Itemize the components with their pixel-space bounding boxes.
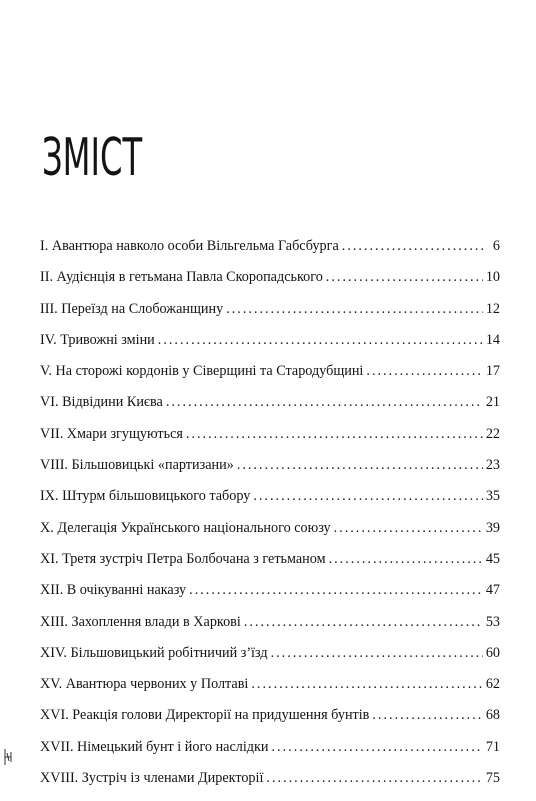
toc-entry: [40, 676, 500, 707]
toc-entry-page-number: 45: [485, 550, 500, 567]
toc-entry-page-number: 53: [485, 613, 500, 630]
toc-entry-title: І. Авантюра навколо особи Вільгельма Габсбурга: [40, 238, 339, 254]
toc-dot-leader: [326, 269, 483, 286]
toc-entry: [40, 238, 500, 269]
toc-dot-leader: [244, 614, 483, 631]
table-of-contents: [40, 238, 500, 801]
toc-entry-title: VІ. Відвідини Києва: [40, 394, 163, 411]
toc-dot-leader: [237, 457, 483, 474]
toc-entry-title: ХVІІІ. Зустріч із членами Директорії: [40, 770, 264, 787]
toc-entry-page-number: 6: [492, 238, 500, 254]
page-title: ЗМІСТ: [42, 128, 143, 188]
toc-dot-leader: [158, 332, 483, 349]
toc-entry: [40, 363, 500, 394]
toc-entry-page-number: 35: [485, 488, 500, 505]
toc-entry-title: VІІІ. Більшовицькі «партизани»: [40, 457, 234, 474]
margin-mark-icon: [2, 748, 14, 766]
toc-entry-page-number: 68: [485, 707, 500, 724]
toc-entry-title: ІХ. Штурм більшовицького табору: [40, 488, 251, 505]
toc-entry-title: ХІV. Більшовицький робітничий з’їзд: [40, 644, 268, 661]
toc-entry-title: ХV. Авантюра червоних у Полтаві: [40, 676, 249, 693]
toc-entry-title: ХVІІ. Німецький бунт і його наслідки: [40, 738, 269, 755]
toc-dot-leader: [253, 488, 482, 505]
toc-dot-leader: [166, 394, 483, 411]
toc-entry-title: ІV. Тривожні зміни: [40, 331, 155, 348]
toc-dot-leader: [372, 707, 482, 724]
toc-entry-page-number: 10: [485, 269, 500, 286]
toc-entry-page-number: 14: [485, 331, 500, 348]
toc-entry-page-number: 21: [485, 394, 500, 411]
toc-entry-title: Х. Делегація Українського національного союзу: [40, 519, 331, 536]
toc-dot-leader: [329, 551, 483, 568]
toc-entry-title: ХІІ. В очікуванні наказу: [40, 582, 187, 599]
toc-entry: [40, 426, 500, 457]
toc-dot-leader: [189, 582, 483, 599]
toc-entry-page-number: 17: [485, 363, 500, 380]
toc-entry: [40, 614, 500, 645]
toc-entry: [40, 488, 500, 519]
toc-entry-page-number: 60: [485, 644, 500, 661]
toc-entry-title: ІІ. Аудієнція в гетьмана Павла Скоропадського: [40, 269, 323, 286]
toc-entry-page-number: 71: [485, 738, 500, 755]
toc-entry-title: VІІ. Хмари згущуються: [40, 425, 183, 442]
toc-dot-leader: [272, 739, 483, 756]
toc-entry: [40, 582, 500, 613]
toc-entry-page-number: 23: [485, 457, 500, 474]
toc-dot-leader: [186, 426, 483, 443]
toc-entry-page-number: 75: [485, 770, 500, 787]
toc-entry-page-number: 22: [485, 425, 500, 442]
toc-entry-title: ХVІ. Реакція голови Директорії на придушення бунтів: [40, 707, 370, 724]
toc-entry: [40, 301, 500, 332]
toc-entry: [40, 645, 500, 676]
toc-entry-page-number: 62: [485, 676, 500, 693]
toc-entry: [40, 770, 500, 801]
toc-dot-leader: [251, 676, 482, 693]
toc-entry: [40, 520, 500, 551]
toc-entry-title: ХІ. Третя зустріч Петра Болбочана з гетьманом: [40, 550, 326, 567]
toc-dot-leader: [266, 770, 482, 787]
toc-entry-page-number: 12: [485, 300, 500, 317]
toc-entry-title: V. На сторожі кордонів у Сіверщині та Стародубщині: [40, 363, 364, 380]
toc-entry-page-number: 39: [485, 519, 500, 536]
toc-dot-leader: [342, 238, 483, 255]
toc-entry-page-number: 47: [485, 582, 500, 599]
toc-entry: [40, 457, 500, 488]
toc-entry: [40, 739, 500, 770]
toc-dot-leader: [271, 645, 483, 662]
toc-entry-title: ХІІІ. Захоплення влади в Харкові: [40, 613, 241, 630]
toc-entry: [40, 269, 500, 300]
toc-entry: [40, 707, 500, 738]
toc-entry: [40, 332, 500, 363]
toc-entry: [40, 551, 500, 582]
toc-entry-title: ІІІ. Переїзд на Слобожанщину: [40, 300, 224, 317]
toc-dot-leader: [366, 363, 482, 380]
toc-entry: [40, 394, 500, 425]
toc-dot-leader: [334, 520, 483, 537]
toc-dot-leader: [226, 301, 483, 318]
